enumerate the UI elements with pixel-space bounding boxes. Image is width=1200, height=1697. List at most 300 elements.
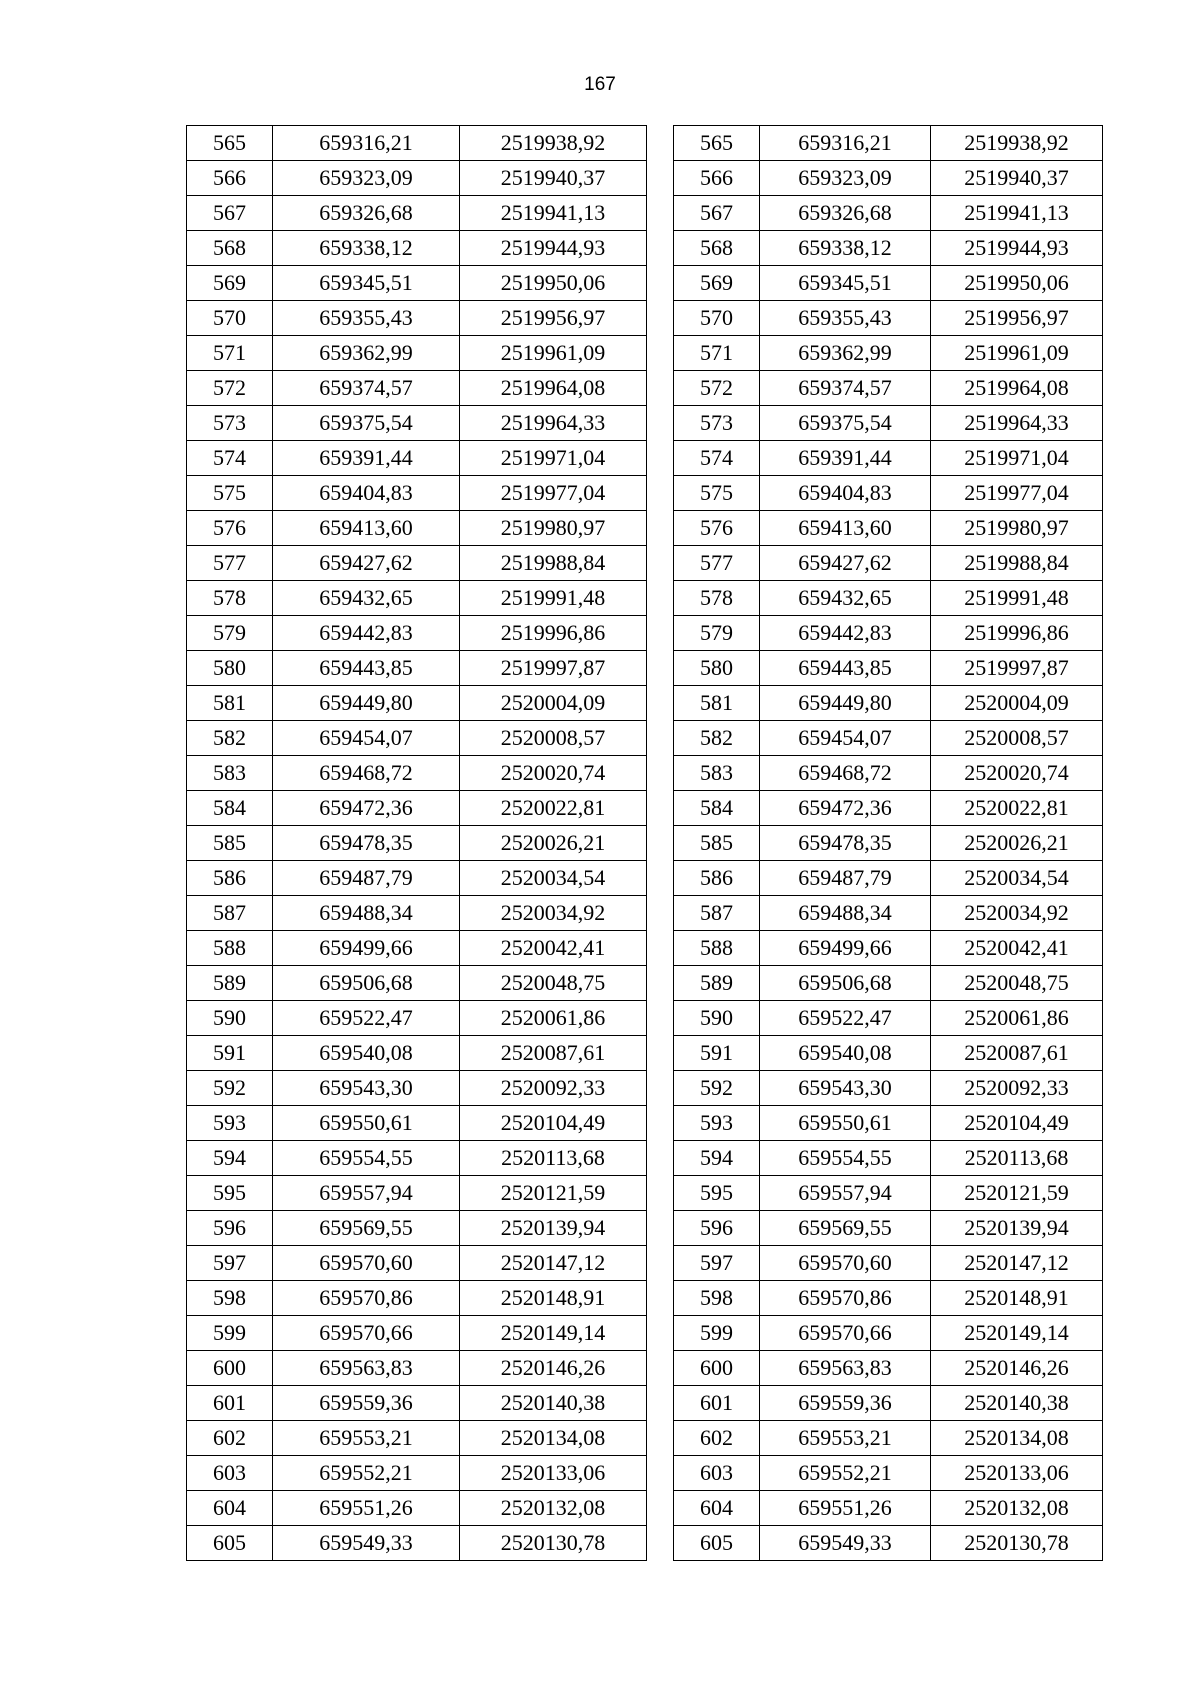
x-coordinate-cell: 659355,43: [273, 301, 460, 336]
y-coordinate-cell: 2520020,74: [460, 756, 647, 791]
point-number-cell: 588: [187, 931, 273, 966]
point-number-cell: 577: [674, 546, 760, 581]
table-row: [674, 826, 1103, 861]
x-coordinate-cell: 659316,21: [760, 126, 931, 161]
point-number-cell: 590: [674, 1001, 760, 1036]
x-coordinate-cell: 659569,55: [273, 1211, 460, 1246]
table-row: [674, 1316, 1103, 1351]
y-coordinate-cell: 2520034,92: [931, 896, 1103, 931]
point-number-cell: 581: [187, 686, 273, 721]
table-row: [674, 196, 1103, 231]
x-coordinate-cell: 659554,55: [273, 1141, 460, 1176]
x-coordinate-cell: 659499,66: [273, 931, 460, 966]
table-row: [187, 966, 647, 1001]
point-number-cell: 589: [674, 966, 760, 1001]
x-coordinate-cell: 659557,94: [760, 1176, 931, 1211]
table-row: [674, 266, 1103, 301]
point-number-cell: 596: [187, 1211, 273, 1246]
point-number-cell: 595: [187, 1176, 273, 1211]
table-row: [187, 336, 647, 371]
point-number-cell: 576: [187, 511, 273, 546]
x-coordinate-cell: 659487,79: [760, 861, 931, 896]
x-coordinate-cell: 659550,61: [273, 1106, 460, 1141]
x-coordinate-cell: 659468,72: [273, 756, 460, 791]
x-coordinate-cell: 659549,33: [273, 1526, 460, 1561]
y-coordinate-cell: 2519956,97: [931, 301, 1103, 336]
x-coordinate-cell: 659506,68: [273, 966, 460, 1001]
y-coordinate-cell: 2519997,87: [931, 651, 1103, 686]
x-coordinate-cell: 659427,62: [273, 546, 460, 581]
point-number-cell: 586: [187, 861, 273, 896]
y-coordinate-cell: 2520061,86: [460, 1001, 647, 1036]
y-coordinate-cell: 2519971,04: [931, 441, 1103, 476]
y-coordinate-cell: 2520146,26: [460, 1351, 647, 1386]
table-row: [674, 126, 1103, 161]
y-coordinate-cell: 2519991,48: [460, 581, 647, 616]
x-coordinate-cell: 659570,60: [273, 1246, 460, 1281]
point-number-cell: 580: [674, 651, 760, 686]
y-coordinate-cell: 2520139,94: [931, 1211, 1103, 1246]
y-coordinate-cell: 2519956,97: [460, 301, 647, 336]
y-coordinate-cell: 2520042,41: [460, 931, 647, 966]
y-coordinate-cell: 2520132,08: [460, 1491, 647, 1526]
table-row: [187, 476, 647, 511]
x-coordinate-cell: 659443,85: [760, 651, 931, 686]
point-number-cell: 565: [674, 126, 760, 161]
point-number-cell: 605: [187, 1526, 273, 1561]
y-coordinate-cell: 2520130,78: [460, 1526, 647, 1561]
x-coordinate-cell: 659442,83: [760, 616, 931, 651]
x-coordinate-cell: 659551,26: [760, 1491, 931, 1526]
point-number-cell: 604: [187, 1491, 273, 1526]
y-coordinate-cell: 2519944,93: [931, 231, 1103, 266]
y-coordinate-cell: 2519938,92: [460, 126, 647, 161]
point-number-cell: 602: [187, 1421, 273, 1456]
table-row: [674, 336, 1103, 371]
x-coordinate-cell: 659338,12: [760, 231, 931, 266]
y-coordinate-cell: 2520022,81: [460, 791, 647, 826]
point-number-cell: 567: [674, 196, 760, 231]
x-coordinate-cell: 659404,83: [760, 476, 931, 511]
point-number-cell: 594: [187, 1141, 273, 1176]
x-coordinate-cell: 659563,83: [273, 1351, 460, 1386]
y-coordinate-cell: 2520048,75: [931, 966, 1103, 1001]
point-number-cell: 578: [187, 581, 273, 616]
y-coordinate-cell: 2520148,91: [460, 1281, 647, 1316]
table-row: [674, 1526, 1103, 1561]
table-row: [187, 721, 647, 756]
point-number-cell: 588: [674, 931, 760, 966]
x-coordinate-cell: 659570,66: [760, 1316, 931, 1351]
x-coordinate-cell: 659345,51: [273, 266, 460, 301]
y-coordinate-cell: 2519964,08: [931, 371, 1103, 406]
point-number-cell: 597: [187, 1246, 273, 1281]
x-coordinate-cell: 659432,65: [760, 581, 931, 616]
y-coordinate-cell: 2520104,49: [931, 1106, 1103, 1141]
point-number-cell: 591: [187, 1036, 273, 1071]
table-row: [187, 896, 647, 931]
x-coordinate-cell: 659345,51: [760, 266, 931, 301]
point-number-cell: 572: [674, 371, 760, 406]
table-row: [187, 371, 647, 406]
y-coordinate-cell: 2520140,38: [931, 1386, 1103, 1421]
table-row: [187, 616, 647, 651]
table-row: [187, 441, 647, 476]
point-number-cell: 574: [187, 441, 273, 476]
y-coordinate-cell: 2519941,13: [460, 196, 647, 231]
table-row: [674, 931, 1103, 966]
x-coordinate-cell: 659362,99: [273, 336, 460, 371]
point-number-cell: 565: [187, 126, 273, 161]
table-row: [187, 1176, 647, 1211]
x-coordinate-cell: 659488,34: [273, 896, 460, 931]
y-coordinate-cell: 2519961,09: [931, 336, 1103, 371]
x-coordinate-cell: 659559,36: [273, 1386, 460, 1421]
point-number-cell: 602: [674, 1421, 760, 1456]
y-coordinate-cell: 2520147,12: [460, 1246, 647, 1281]
y-coordinate-cell: 2520149,14: [931, 1316, 1103, 1351]
y-coordinate-cell: 2520034,54: [931, 861, 1103, 896]
table-row: [674, 1211, 1103, 1246]
point-number-cell: 571: [187, 336, 273, 371]
x-coordinate-cell: 659454,07: [760, 721, 931, 756]
x-coordinate-cell: 659550,61: [760, 1106, 931, 1141]
x-coordinate-cell: 659442,83: [273, 616, 460, 651]
x-coordinate-cell: 659551,26: [273, 1491, 460, 1526]
table-row: [187, 931, 647, 966]
x-coordinate-cell: 659540,08: [273, 1036, 460, 1071]
y-coordinate-cell: 2519977,04: [460, 476, 647, 511]
y-coordinate-cell: 2519940,37: [931, 161, 1103, 196]
point-number-cell: 589: [187, 966, 273, 1001]
x-coordinate-cell: 659413,60: [273, 511, 460, 546]
table-row: [187, 1351, 647, 1386]
point-number-cell: 574: [674, 441, 760, 476]
x-coordinate-cell: 659316,21: [273, 126, 460, 161]
table-row: [674, 1351, 1103, 1386]
table-row: [674, 861, 1103, 896]
x-coordinate-cell: 659374,57: [760, 371, 931, 406]
x-coordinate-cell: 659570,86: [760, 1281, 931, 1316]
point-number-cell: 598: [674, 1281, 760, 1316]
x-coordinate-cell: 659570,60: [760, 1246, 931, 1281]
x-coordinate-cell: 659326,68: [760, 196, 931, 231]
x-coordinate-cell: 659543,30: [760, 1071, 931, 1106]
point-number-cell: 601: [187, 1386, 273, 1421]
table-row: [674, 1246, 1103, 1281]
y-coordinate-cell: 2520121,59: [460, 1176, 647, 1211]
x-coordinate-cell: 659323,09: [760, 161, 931, 196]
x-coordinate-cell: 659443,85: [273, 651, 460, 686]
table-row: [187, 1386, 647, 1421]
coordinates-table-left: [186, 125, 647, 1561]
point-number-cell: 592: [674, 1071, 760, 1106]
table-row: [674, 756, 1103, 791]
x-coordinate-cell: 659391,44: [273, 441, 460, 476]
y-coordinate-cell: 2519988,84: [460, 546, 647, 581]
point-number-cell: 575: [187, 476, 273, 511]
table-row: [187, 511, 647, 546]
table-row: [187, 1526, 647, 1561]
x-coordinate-cell: 659487,79: [273, 861, 460, 896]
point-number-cell: 584: [187, 791, 273, 826]
table-row: [674, 1281, 1103, 1316]
point-number-cell: 568: [187, 231, 273, 266]
y-coordinate-cell: 2520113,68: [931, 1141, 1103, 1176]
y-coordinate-cell: 2520042,41: [931, 931, 1103, 966]
table-row: [674, 896, 1103, 931]
x-coordinate-cell: 659563,83: [760, 1351, 931, 1386]
x-coordinate-cell: 659355,43: [760, 301, 931, 336]
point-number-cell: 601: [674, 1386, 760, 1421]
x-coordinate-cell: 659338,12: [273, 231, 460, 266]
y-coordinate-cell: 2520121,59: [931, 1176, 1103, 1211]
y-coordinate-cell: 2519950,06: [460, 266, 647, 301]
point-number-cell: 596: [674, 1211, 760, 1246]
point-number-cell: 570: [674, 301, 760, 336]
y-coordinate-cell: 2520130,78: [931, 1526, 1103, 1561]
point-number-cell: 599: [187, 1316, 273, 1351]
table-row: [674, 406, 1103, 441]
y-coordinate-cell: 2520026,21: [460, 826, 647, 861]
table-row: [187, 196, 647, 231]
point-number-cell: 595: [674, 1176, 760, 1211]
x-coordinate-cell: 659449,80: [273, 686, 460, 721]
table-row: [187, 1491, 647, 1526]
y-coordinate-cell: 2520020,74: [931, 756, 1103, 791]
point-number-cell: 566: [187, 161, 273, 196]
table-row: [187, 1071, 647, 1106]
point-number-cell: 579: [674, 616, 760, 651]
point-number-cell: 566: [674, 161, 760, 196]
point-number-cell: 584: [674, 791, 760, 826]
y-coordinate-cell: 2519961,09: [460, 336, 647, 371]
x-coordinate-cell: 659472,36: [273, 791, 460, 826]
table-row: [187, 1421, 647, 1456]
x-coordinate-cell: 659553,21: [760, 1421, 931, 1456]
table-row: [187, 1106, 647, 1141]
table-row: [187, 546, 647, 581]
x-coordinate-cell: 659499,66: [760, 931, 931, 966]
x-coordinate-cell: 659323,09: [273, 161, 460, 196]
table-row: [674, 1001, 1103, 1036]
table-row: [674, 1491, 1103, 1526]
table-row: [187, 686, 647, 721]
x-coordinate-cell: 659413,60: [760, 511, 931, 546]
x-coordinate-cell: 659569,55: [760, 1211, 931, 1246]
x-coordinate-cell: 659391,44: [760, 441, 931, 476]
y-coordinate-cell: 2519996,86: [460, 616, 647, 651]
point-number-cell: 573: [674, 406, 760, 441]
y-coordinate-cell: 2519996,86: [931, 616, 1103, 651]
table-row: [187, 126, 647, 161]
y-coordinate-cell: 2520149,14: [460, 1316, 647, 1351]
y-coordinate-cell: 2519980,97: [931, 511, 1103, 546]
point-number-cell: 583: [674, 756, 760, 791]
table-row: [674, 1141, 1103, 1176]
x-coordinate-cell: 659454,07: [273, 721, 460, 756]
x-coordinate-cell: 659404,83: [273, 476, 460, 511]
y-coordinate-cell: 2520133,06: [931, 1456, 1103, 1491]
table-row: [187, 231, 647, 266]
y-coordinate-cell: 2519964,08: [460, 371, 647, 406]
y-coordinate-cell: 2519977,04: [931, 476, 1103, 511]
table-row: [187, 1141, 647, 1176]
y-coordinate-cell: 2520061,86: [931, 1001, 1103, 1036]
table-row: [187, 1211, 647, 1246]
y-coordinate-cell: 2519971,04: [460, 441, 647, 476]
y-coordinate-cell: 2519940,37: [460, 161, 647, 196]
point-number-cell: 598: [187, 1281, 273, 1316]
y-coordinate-cell: 2520134,08: [460, 1421, 647, 1456]
point-number-cell: 568: [674, 231, 760, 266]
table-row: [674, 441, 1103, 476]
point-number-cell: 594: [674, 1141, 760, 1176]
table-row: [187, 266, 647, 301]
table-row: [187, 301, 647, 336]
x-coordinate-cell: 659374,57: [273, 371, 460, 406]
point-number-cell: 578: [674, 581, 760, 616]
x-coordinate-cell: 659522,47: [760, 1001, 931, 1036]
table-row: [674, 546, 1103, 581]
point-number-cell: 587: [674, 896, 760, 931]
table-row: [187, 1001, 647, 1036]
point-number-cell: 593: [187, 1106, 273, 1141]
table-row: [674, 161, 1103, 196]
table-row: [187, 1281, 647, 1316]
table-row: [187, 1246, 647, 1281]
table-row: [674, 966, 1103, 1001]
y-coordinate-cell: 2520092,33: [460, 1071, 647, 1106]
y-coordinate-cell: 2520004,09: [931, 686, 1103, 721]
y-coordinate-cell: 2520087,61: [931, 1036, 1103, 1071]
x-coordinate-cell: 659552,21: [760, 1456, 931, 1491]
y-coordinate-cell: 2519950,06: [931, 266, 1103, 301]
point-number-cell: 604: [674, 1491, 760, 1526]
table-row: [674, 1421, 1103, 1456]
point-number-cell: 599: [674, 1316, 760, 1351]
y-coordinate-cell: 2520026,21: [931, 826, 1103, 861]
x-coordinate-cell: 659375,54: [273, 406, 460, 441]
x-coordinate-cell: 659478,35: [273, 826, 460, 861]
y-coordinate-cell: 2519941,13: [931, 196, 1103, 231]
table-row: [187, 756, 647, 791]
x-coordinate-cell: 659543,30: [273, 1071, 460, 1106]
y-coordinate-cell: 2520140,38: [460, 1386, 647, 1421]
point-number-cell: 572: [187, 371, 273, 406]
x-coordinate-cell: 659549,33: [760, 1526, 931, 1561]
point-number-cell: 582: [187, 721, 273, 756]
point-number-cell: 591: [674, 1036, 760, 1071]
y-coordinate-cell: 2520092,33: [931, 1071, 1103, 1106]
y-coordinate-cell: 2519997,87: [460, 651, 647, 686]
x-coordinate-cell: 659326,68: [273, 196, 460, 231]
table-row: [674, 1456, 1103, 1491]
y-coordinate-cell: 2520022,81: [931, 791, 1103, 826]
x-coordinate-cell: 659449,80: [760, 686, 931, 721]
table-row: [674, 476, 1103, 511]
table-row: [187, 161, 647, 196]
table-row: [674, 231, 1103, 266]
table-row: [187, 1036, 647, 1071]
point-number-cell: 592: [187, 1071, 273, 1106]
table-row: [674, 1106, 1103, 1141]
x-coordinate-cell: 659472,36: [760, 791, 931, 826]
point-number-cell: 576: [674, 511, 760, 546]
point-number-cell: 567: [187, 196, 273, 231]
point-number-cell: 600: [187, 1351, 273, 1386]
y-coordinate-cell: 2520004,09: [460, 686, 647, 721]
point-number-cell: 577: [187, 546, 273, 581]
y-coordinate-cell: 2519964,33: [460, 406, 647, 441]
y-coordinate-cell: 2520146,26: [931, 1351, 1103, 1386]
point-number-cell: 569: [674, 266, 760, 301]
y-coordinate-cell: 2519991,48: [931, 581, 1103, 616]
y-coordinate-cell: 2519980,97: [460, 511, 647, 546]
x-coordinate-cell: 659375,54: [760, 406, 931, 441]
coordinates-table-right: [673, 125, 1103, 1561]
y-coordinate-cell: 2519944,93: [460, 231, 647, 266]
x-coordinate-cell: 659362,99: [760, 336, 931, 371]
table-row: [187, 406, 647, 441]
point-number-cell: 587: [187, 896, 273, 931]
x-coordinate-cell: 659427,62: [760, 546, 931, 581]
table-row: [674, 581, 1103, 616]
x-coordinate-cell: 659557,94: [273, 1176, 460, 1211]
point-number-cell: 603: [187, 1456, 273, 1491]
x-coordinate-cell: 659559,36: [760, 1386, 931, 1421]
table-row: [674, 721, 1103, 756]
table-row: [674, 1036, 1103, 1071]
point-number-cell: 585: [187, 826, 273, 861]
point-number-cell: 586: [674, 861, 760, 896]
table-row: [674, 686, 1103, 721]
x-coordinate-cell: 659554,55: [760, 1141, 931, 1176]
point-number-cell: 593: [674, 1106, 760, 1141]
point-number-cell: 569: [187, 266, 273, 301]
x-coordinate-cell: 659552,21: [273, 1456, 460, 1491]
point-number-cell: 573: [187, 406, 273, 441]
table-row: [187, 1456, 647, 1491]
x-coordinate-cell: 659553,21: [273, 1421, 460, 1456]
point-number-cell: 582: [674, 721, 760, 756]
point-number-cell: 571: [674, 336, 760, 371]
x-coordinate-cell: 659570,86: [273, 1281, 460, 1316]
x-coordinate-cell: 659570,66: [273, 1316, 460, 1351]
table-row: [674, 511, 1103, 546]
table-row: [187, 1316, 647, 1351]
y-coordinate-cell: 2520147,12: [931, 1246, 1103, 1281]
x-coordinate-cell: 659432,65: [273, 581, 460, 616]
y-coordinate-cell: 2520132,08: [931, 1491, 1103, 1526]
point-number-cell: 583: [187, 756, 273, 791]
x-coordinate-cell: 659468,72: [760, 756, 931, 791]
y-coordinate-cell: 2520113,68: [460, 1141, 647, 1176]
table-row: [674, 791, 1103, 826]
table-row: [674, 616, 1103, 651]
table-row: [187, 581, 647, 616]
point-number-cell: 600: [674, 1351, 760, 1386]
table-row: [187, 826, 647, 861]
point-number-cell: 590: [187, 1001, 273, 1036]
y-coordinate-cell: 2520104,49: [460, 1106, 647, 1141]
table-row: [674, 371, 1103, 406]
y-coordinate-cell: 2520008,57: [931, 721, 1103, 756]
y-coordinate-cell: 2520048,75: [460, 966, 647, 1001]
x-coordinate-cell: 659488,34: [760, 896, 931, 931]
y-coordinate-cell: 2520139,94: [460, 1211, 647, 1246]
y-coordinate-cell: 2520087,61: [460, 1036, 647, 1071]
